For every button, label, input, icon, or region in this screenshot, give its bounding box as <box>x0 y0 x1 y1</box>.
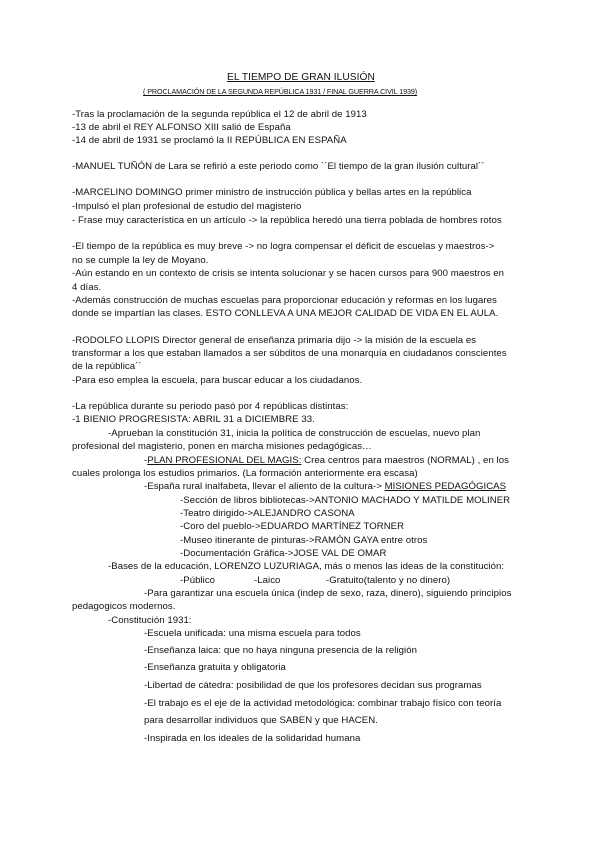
document-subtitle: ( PROCLAMACIÓN DE LA SEGUNDA REPÚBLICA 1931 / FINAL GUERRA CIVIL 1939) <box>143 87 418 96</box>
llopis-line: transformar a los que estaban llamados a ser súbditos de una monarquía en ciudadanos conscientes <box>72 348 507 359</box>
brief-line: no se cumple la ley de Moyano. <box>72 255 209 266</box>
brief-line: -Además construcción de muchas escuelas para proporcionar educación y reformas en los lugares <box>72 295 497 306</box>
rural-line <box>144 481 506 493</box>
periods-line: -1 BIENIO PROGRESISTA: ABRIL 31 a DICIEMBRE 33. <box>72 414 315 425</box>
plan-line <box>144 455 509 467</box>
mission-item: -Sección de libros bibliotecas->ANTONIO MACHADO Y MATILDE MOLINER <box>180 495 511 506</box>
brief-line: donde se impartían las clases. ESTO CONLLEVA A UNA MEJOR CALIDAD DE VIDA EN EL AULA. <box>72 308 499 319</box>
rural-text: -España rural inalfabeta, llevar el aliento de la cultura-> <box>144 481 385 492</box>
intro-line: -Tras la proclamación de la segunda república el 12 de abril de 1913 <box>72 109 367 120</box>
unique-school-line: pedagogicos modernos. <box>72 601 176 612</box>
idea-item: -Laico <box>254 575 281 586</box>
idea-item: -Público <box>180 575 216 586</box>
plan-text: Crea centros para maestros (NORMAL) , en los <box>301 455 509 466</box>
plan-prefix: - <box>144 455 148 466</box>
document-title: EL TIEMPO DE GRAN ILUSIÓN <box>227 72 375 83</box>
missions-heading: MISIONES PEDAGÓGICAS <box>384 481 507 492</box>
periods-line: -La república durante su periodo pasó por 4 repúblicas distintas: <box>72 401 349 412</box>
intro-line: -14 de abril de 1931 se proclamó la II REPÚBLICA EN ESPAÑA <box>72 135 347 146</box>
brief-line: 4 días. <box>72 282 102 293</box>
domingo-line: -Impulsó el plan profesional de estudio del magisterio <box>72 201 302 212</box>
principle-item: -Inspirada en los ideales de la solidaridad humana <box>144 733 361 744</box>
brief-line: -Aún estando en un contexto de crisis se intenta solucionar y se hacen cursos para 900 maestros en <box>72 268 505 279</box>
domingo-line: -MARCELINO DOMINGO primer ministro de instrucción pública y bellas artes en la república <box>72 187 472 198</box>
tunon-line: -MANUEL TUÑÓN de Lara se refirió a este periodo como ´´El tiempo de la gran ilusión cultural´´ <box>72 161 485 172</box>
llopis-line: -RODOLFO LLOPIS Director general de enseñanza primaria dijo -> la misión de la escuela es <box>72 335 477 346</box>
principle-item: -Escuela unificada: una misma escuela para todos <box>144 628 361 639</box>
mission-item: -Museo itinerante de pinturas->RAMÓN GAYA entre otros <box>180 535 428 546</box>
plan-line: cuales prolonga los estudios primarios. (La formación anteriormente era escasa) <box>72 468 418 479</box>
principle-item: -Enseñanza gratuita y obligatoria <box>144 662 286 673</box>
plan-heading: PLAN PROFESIONAL DEL MAGIS: <box>147 455 302 466</box>
constitution31-line: profesional del magisterio, ponen en marcha misiones pedagógicas… <box>72 441 372 452</box>
llopis-line: de la república´´ <box>72 361 142 372</box>
principle-item: -Enseñanza laica: que no haya ninguna presencia de la religión <box>144 645 417 656</box>
bases-line: -Bases de la educación, LORENZO LUZURIAGA, más o menos las ideas de la constitución: <box>108 561 505 572</box>
mission-item: -Teatro dirigido->ALEJANDRO CASONA <box>180 508 355 519</box>
unique-school-line: -Para garantizar una escuela única (indep de sexo, raza, dinero), siguiendo principios <box>144 588 512 599</box>
principle-item: -El trabajo es el eje de la actividad metodológica: combinar trabajo físico con teoría <box>144 698 502 709</box>
brief-line: -El tiempo de la república es muy breve -> no logra compensar el déficit de escuelas y maestros-> <box>72 241 495 252</box>
mission-item: -Documentación Gráfica->JOSE VAL DE OMAR <box>180 548 387 559</box>
llopis-line: -Para eso emplea la escuela, para buscar educar a los ciudadanos. <box>72 375 363 386</box>
constitution31-line: -Aprueban la constitución 31, inicia la política de construcción de escuelas, nuevo plan <box>108 428 481 439</box>
principle-item: -Libertad de cátedra: posibilidad de que los profesores decidan sus programas <box>144 680 482 691</box>
idea-item: -Gratuito(talento y no dinero) <box>326 575 451 586</box>
constitution-heading: -Constitución 1931: <box>108 615 192 626</box>
mission-item: -Coro del pueblo->EDUARDO MARTÍNEZ TORNER <box>180 521 405 532</box>
principle-item: para desarrollar individuos que SABEN y que HACEN. <box>144 715 378 726</box>
intro-line: -13 de abril el REY ALFONSO XIII salió de España <box>72 122 291 133</box>
domingo-line: - Frase muy característica en un artículo -> la república heredó una tierra poblada de hombres rotos <box>72 215 502 226</box>
